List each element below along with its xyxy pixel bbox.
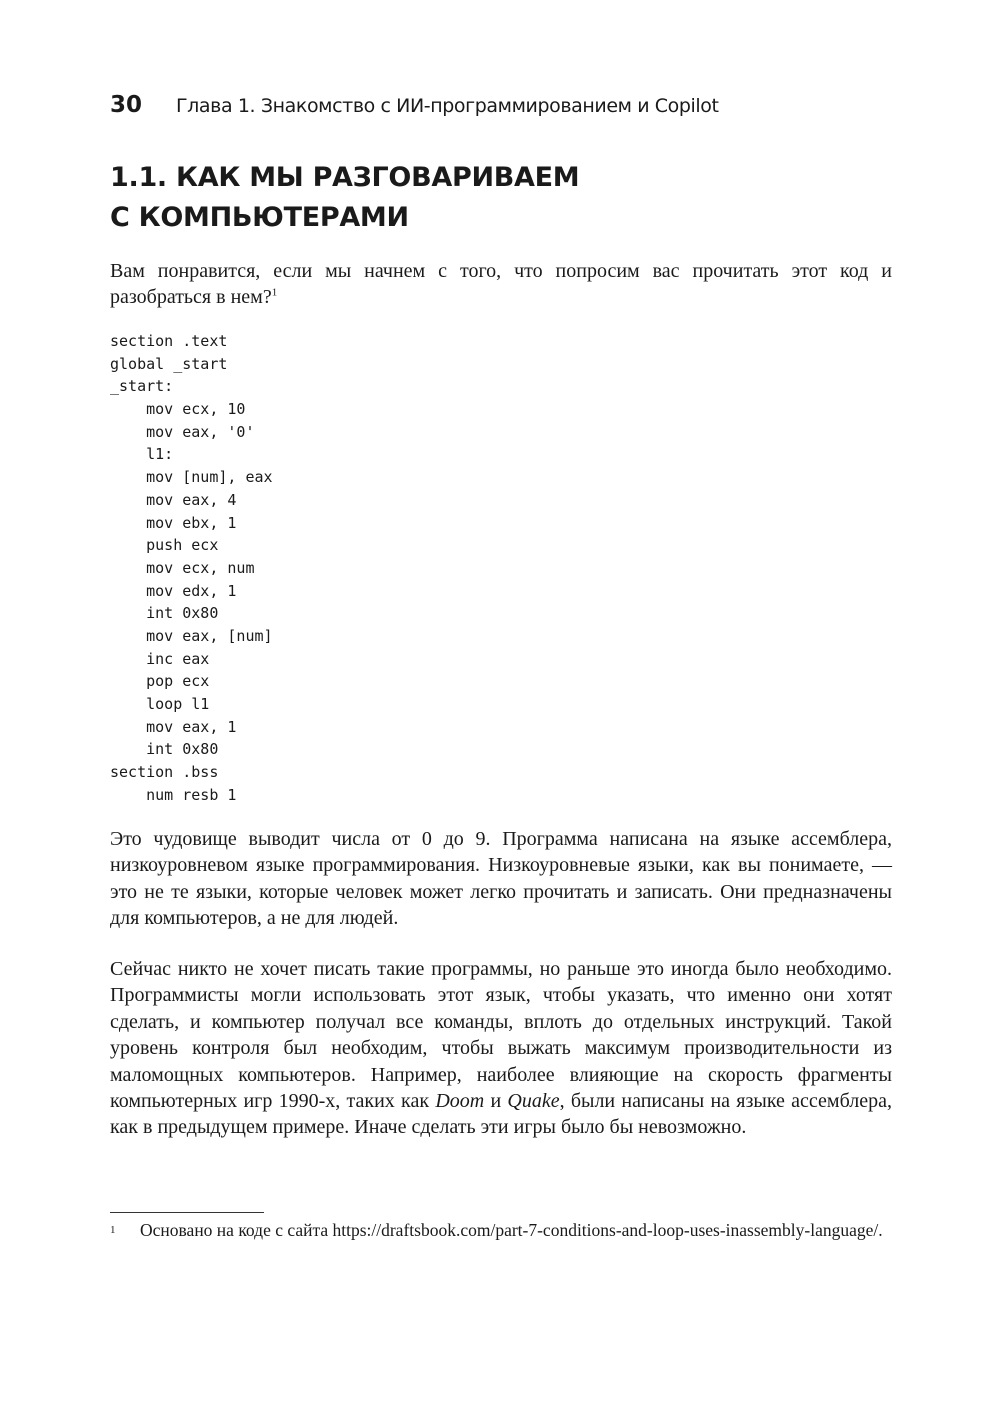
code-line: mov ecx, num	[110, 558, 255, 577]
code-line: section .bss	[110, 763, 219, 782]
footnote-reference: 1	[271, 286, 278, 299]
section-heading-line-1: 1.1. КАК МЫ РАЗГОВАРИВАЕМ	[110, 162, 580, 193]
code-line: num resb 1	[110, 785, 237, 804]
footnote	[110, 1218, 892, 1242]
running-header	[110, 92, 719, 118]
body-paragraph-3	[110, 956, 892, 1141]
code-line: section .text	[110, 332, 228, 350]
code-line: mov ecx, 10	[110, 400, 246, 419]
assembly-code-listing	[110, 330, 273, 806]
page-number: 30	[110, 92, 143, 118]
code-line: mov eax, 4	[110, 490, 237, 509]
game-title-quake: Quake	[507, 1090, 560, 1113]
game-title-doom: Doom	[435, 1090, 485, 1113]
code-line: int 0x80	[110, 604, 219, 623]
code-line: mov [num], eax	[110, 468, 273, 487]
code-line: global _start	[110, 354, 228, 373]
paragraph-3-text-a: Сейчас никто не хочет писать такие программы, но раньше это иногда было необходимо. Программисты могли использовать этот язык, чтобы указать, что именно они хотят сделать, и компьютер получал все команды, вплоть до отдельных инструкций. Такой уровень контроля был необходим, чтобы выжать максимум производительности из маломощных компьютеров. Например, наиболее влияющие на скорость фрагменты компьютерных игр 1990-х, таких как	[110, 958, 892, 1113]
code-line: push ecx	[110, 536, 219, 555]
code-line: l1:	[110, 445, 174, 464]
code-line: mov eax, '0'	[110, 422, 255, 441]
code-line: pop ecx	[110, 672, 210, 691]
intro-text: Вам понравится, если мы начнем с того, что попросим вас прочитать этот код и разобраться в нем?	[110, 260, 892, 309]
code-line: _start:	[110, 377, 174, 396]
footnote-divider	[110, 1212, 264, 1213]
code-line: mov edx, 1	[110, 581, 237, 600]
footnote-text: Основано на коде с сайта https://draftsbook.com/part-7-conditions-and-loop-uses-inassembly-language/.	[140, 1220, 883, 1240]
footnote-number: 1	[110, 1224, 116, 1236]
chapter-title: Глава 1. Знакомство с ИИ-программированием и Copilot	[176, 95, 719, 117]
code-line: mov eax, 1	[110, 717, 237, 736]
code-line: loop l1	[110, 695, 210, 713]
section-heading-line-2: С КОМПЬЮТЕРАМИ	[110, 202, 409, 233]
intro-paragraph	[110, 258, 892, 311]
code-line: mov ebx, 1	[110, 513, 237, 532]
paragraph-3-text-c: , были написаны на языке ассемблера, как в предыдущем примере. Иначе сделать эти игры было бы невозможно.	[110, 1090, 892, 1139]
code-line: mov eax, [num]	[110, 626, 273, 645]
section-heading	[110, 158, 579, 238]
code-line: int 0x80	[110, 740, 219, 759]
paragraph-3-text-b: и	[484, 1090, 508, 1113]
body-paragraph-2: Это чудовище выводит числа от 0 до 9. Программа написана на языке ассемблера, низкоуровневом языке программирования. Низкоуровневые языки, как вы понимаете, — это не те языки, которые человек может легко прочитать и записать. Они предназначены для компьютеров, а не для людей.	[110, 828, 892, 930]
code-line: inc eax	[110, 649, 210, 668]
